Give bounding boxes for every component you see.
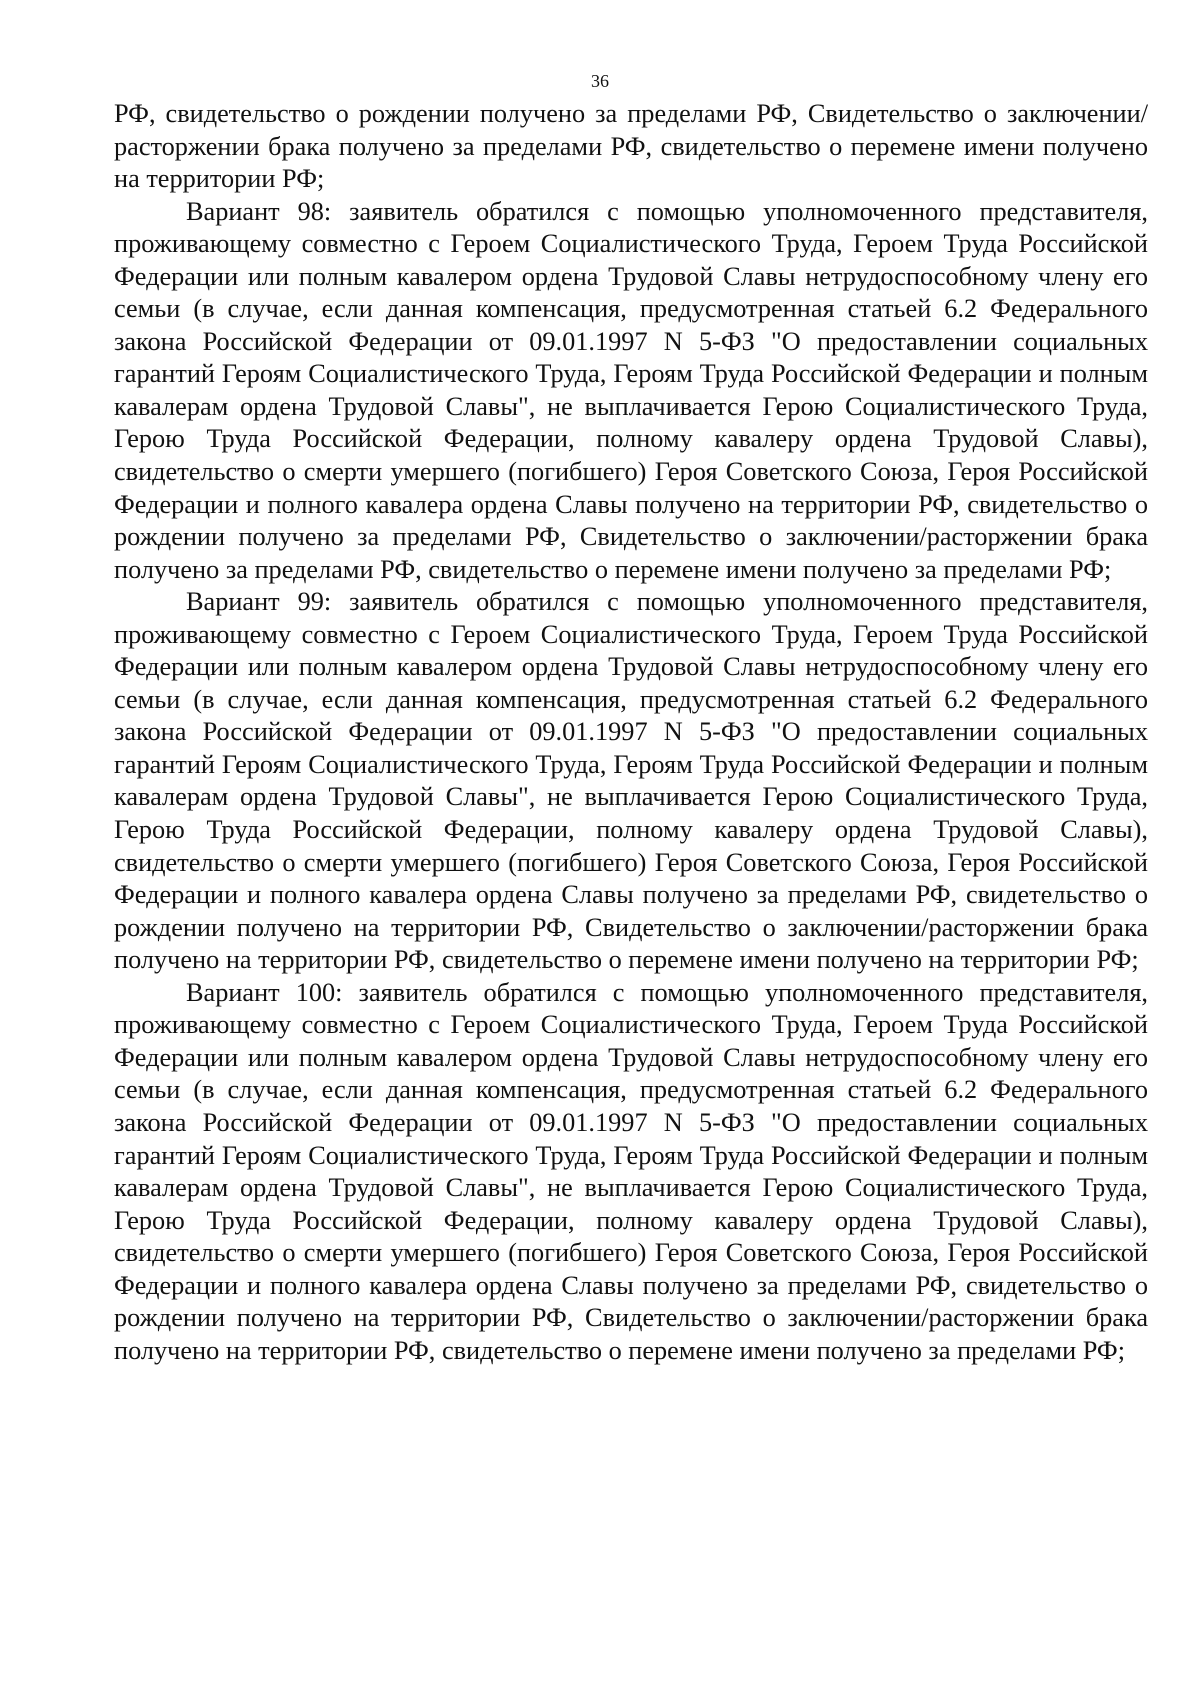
paragraph-continuation: РФ, свидетельство о рождении получено за пределами РФ, Свидетельство о заключении/расторжении брака получено за пределами РФ, свидетельство о перемене имени получено на территории РФ;: [114, 99, 1148, 194]
paragraph-variant-99: Вариант 99: заявитель обратился с помощью уполномоченного представителя, проживающему совместно с Героем Социалистического Труда, Героем Труда Российской Федерации или полным кавалером ордена Трудовой Славы нетрудоспособному члену его семьи (в случае, если данная компенсация, предусмотренная статьей 6.2 Федерального закона Российской Федерации от 09.01.1997 N 5-ФЗ "О предоставлении социальных гарантий Героям Социалистического Труда, Героям Труда Российской Федерации и полным кавалерам ордена Трудовой Славы", не выплачивается Герою Социалистического Труда, Герою Труда Российской Федерации, полному кавалеру ордена Трудовой Славы), свидетельство о смерти умершего (погибшего) Героя Советского Союза, Героя Российской Федерации и полного кавалера ордена Славы получено за пределами РФ, свидетельство о рождении получено на территории РФ, Свидетельство о заключении/расторжении брака получено на территории РФ, свидетельство о перемене имени получено на территории РФ;: [114, 587, 1148, 975]
document-body: [114, 98, 1148, 1367]
paragraph-variant-100: Вариант 100: заявитель обратился с помощью уполномоченного представителя, проживающему совместно с Героем Социалистического Труда, Героем Труда Российской Федерации или полным кавалером ордена Трудовой Славы нетрудоспособному члену его семьи (в случае, если данная компенсация, предусмотренная статьей 6.2 Федерального закона Российской Федерации от 09.01.1997 N 5-ФЗ "О предоставлении социальных гарантий Героям Социалистического Труда, Героям Труда Российской Федерации и полным кавалерам ордена Трудовой Славы", не выплачивается Герою Социалистического Труда, Герою Труда Российской Федерации, полному кавалеру ордена Трудовой Славы), свидетельство о смерти умершего (погибшего) Героя Советского Союза, Героя Российской Федерации и полного кавалера ордена Славы получено за пределами РФ, свидетельство о рождении получено на территории РФ, Свидетельство о заключении/расторжении брака получено на территории РФ, свидетельство о перемене имени получено за пределами РФ;: [114, 977, 1148, 1365]
paragraph-variant-98: Вариант 98: заявитель обратился с помощью уполномоченного представителя, проживающему совместно с Героем Социалистического Труда, Героем Труда Российской Федерации или полным кавалером ордена Трудовой Славы нетрудоспособному члену его семьи (в случае, если данная компенсация, предусмотренная статьей 6.2 Федерального закона Российской Федерации от 09.01.1997 N 5-ФЗ "О предоставлении социальных гарантий Героям Социалистического Труда, Героям Труда Российской Федерации и полным кавалерам ордена Трудовой Славы", не выплачивается Герою Социалистического Труда, Герою Труда Российской Федерации, полному кавалеру ордена Трудовой Славы), свидетельство о смерти умершего (погибшего) Героя Советского Союза, Героя Российской Федерации и полного кавалера ордена Славы получено на территории РФ, свидетельство о рождении получено за пределами РФ, Свидетельство о заключении/расторжении брака получено за пределами РФ, свидетельство о перемене имени получено за пределами РФ;: [114, 196, 1148, 584]
page-number: 36: [591, 71, 609, 91]
